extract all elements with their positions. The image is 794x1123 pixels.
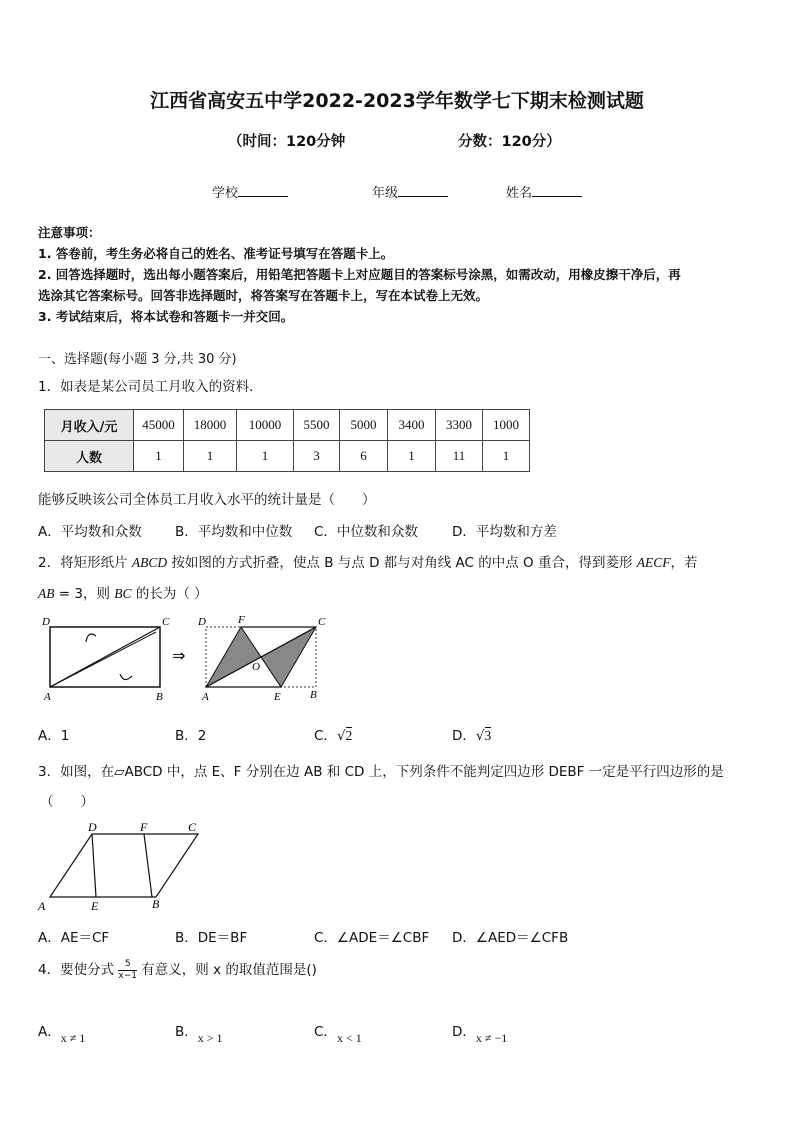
fraction-numerator: 5 — [118, 959, 137, 971]
shaded-triangle — [261, 627, 316, 687]
diagonal-line — [206, 627, 316, 687]
label-f: F — [140, 820, 148, 834]
q1-stem: 1．如表是某公司员工月收入的资料． — [38, 379, 263, 395]
label-a: A — [38, 899, 46, 913]
notes-heading: 注意事项： — [38, 225, 101, 240]
grade-blank[interactable] — [398, 184, 448, 197]
segment-de — [92, 834, 96, 897]
q3-stem: 3．如图，在▱ABCD 中，点 E、F 分别在边 AB 和 CD 上，下列条件不能判定四边形 DEBF 一定是平行四边形的是 — [38, 764, 724, 780]
q2-math: BC — [114, 586, 132, 601]
label-c: C — [162, 616, 170, 628]
notes-item: 1. 答卷前，考生务必将自己的姓名、准考证号填写在答题卡上。 — [38, 246, 394, 261]
table-cell: 3400 — [388, 410, 436, 441]
option-label: A． — [38, 1024, 61, 1040]
label-c: C — [188, 820, 197, 834]
school-blank[interactable] — [238, 184, 288, 197]
table-cell: 月收入/元 — [45, 410, 134, 441]
q2-math: AECF — [636, 555, 671, 570]
table-cell: 45000 — [134, 410, 184, 441]
segment-fb — [144, 834, 152, 897]
label-c: C — [318, 616, 326, 628]
q2-math: ABCD — [131, 555, 168, 570]
arrow-icon: ⇒ — [172, 646, 186, 665]
label-f: F — [238, 614, 245, 626]
q4-fraction — [118, 959, 137, 982]
q1-option-a[interactable]: A．平均数和众数 — [38, 524, 142, 540]
q2-text: = 3，则 — [54, 586, 115, 602]
table-cell: 1 — [134, 441, 184, 472]
table-row — [45, 410, 530, 441]
q2-option-b[interactable]: B．2 — [175, 728, 207, 744]
q2-option-c[interactable] — [314, 724, 352, 744]
option-value: x ≠ 1 — [60, 1031, 86, 1045]
school-field[interactable] — [212, 182, 288, 201]
q1-option-b[interactable]: B．平均数和中位数 — [175, 524, 293, 540]
parallelogram — [50, 834, 198, 897]
q2-figure — [38, 612, 328, 704]
q2-stem-line2 — [38, 582, 208, 602]
q3-option-d[interactable]: D．∠AED＝∠CFB — [452, 930, 569, 946]
grade-label: 年级 — [372, 186, 399, 201]
q3-option-c[interactable]: C．∠ADE＝∠CBF — [314, 930, 430, 946]
school-label: 学校 — [212, 186, 239, 201]
option-label: D． — [452, 1024, 476, 1040]
shaded-triangle — [206, 627, 261, 687]
notes-block — [38, 222, 681, 327]
income-table — [44, 409, 530, 472]
fold-line — [50, 632, 156, 687]
section-heading: 一、选择题(每小题 3 分,共 30 分) — [38, 352, 237, 367]
q3-option-b[interactable]: B．DE＝BF — [175, 930, 248, 946]
notes-item: 3. 考试结束后，将本试卷和答题卡一并交回。 — [38, 309, 294, 324]
q2-stem — [38, 551, 698, 571]
label-d: D — [198, 616, 206, 628]
table-cell: 人数 — [45, 441, 134, 472]
sqrt-symbol: √ — [336, 728, 346, 744]
table-cell: 1 — [237, 441, 294, 472]
q4-option-c[interactable] — [314, 1020, 362, 1045]
q2-text: 按如图的方式折叠，使点 B 与点 D 都与对角线 AC 的中点 O 重合，得到菱形 — [167, 555, 637, 571]
q4-option-b[interactable] — [175, 1020, 223, 1045]
label-a: A — [202, 691, 209, 703]
table-cell: 1 — [388, 441, 436, 472]
q3-figure — [34, 818, 214, 914]
label-e: E — [91, 899, 99, 913]
name-label: 姓名 — [506, 186, 533, 201]
option-value: x ≠ −1 — [475, 1031, 508, 1045]
option-label: D． — [452, 728, 476, 744]
table-row — [45, 441, 530, 472]
q3-paren: （ ） — [40, 794, 94, 810]
table-cell: 3 — [294, 441, 340, 472]
label-d: D — [88, 820, 97, 834]
table-cell: 11 — [436, 441, 483, 472]
option-value: x < 1 — [336, 1031, 362, 1045]
label-b: B — [310, 689, 317, 701]
label-b: B — [152, 897, 160, 911]
label-o: O — [252, 661, 260, 673]
sqrt-symbol: √ — [475, 728, 485, 744]
table-cell: 1 — [184, 441, 237, 472]
q1-option-c[interactable]: C．中位数和众数 — [314, 524, 418, 540]
q2-option-a[interactable]: A．1 — [38, 728, 70, 744]
label-d: D — [42, 616, 50, 628]
fold-arrow — [120, 674, 132, 680]
name-blank[interactable] — [532, 184, 582, 197]
fold-arrow — [86, 634, 96, 642]
table-cell: 6 — [340, 441, 388, 472]
q2-option-d[interactable] — [452, 724, 491, 744]
q2-math: AB — [38, 586, 55, 601]
q4-option-d[interactable] — [452, 1020, 508, 1045]
q1-question: 能够反映该公司全体员工月收入水平的统计量是（ ） — [38, 492, 376, 508]
label-e: E — [274, 691, 281, 703]
sqrt-value: 2 — [345, 728, 353, 743]
q4-text: 有意义，则 x 的取值范围是() — [136, 962, 317, 978]
label-a: A — [44, 691, 51, 703]
q2-text: 2．将矩形纸片 — [38, 555, 132, 571]
table-cell: 5500 — [294, 410, 340, 441]
q2-text: ，若 — [670, 555, 698, 571]
q4-stem — [38, 958, 317, 982]
notes-item: 2. 回答选择题时，选出每小题答案后，用铅笔把答题卡上对应题目的答案标号涂黑，如需改动，用橡皮擦干净后，再 — [38, 267, 681, 282]
name-field[interactable] — [506, 182, 582, 201]
option-value: x > 1 — [197, 1031, 223, 1045]
q1-option-d[interactable]: D．平均数和方差 — [452, 524, 557, 540]
grade-field[interactable] — [372, 182, 448, 201]
table-cell: 18000 — [184, 410, 237, 441]
q4-text: 4．要使分式 — [38, 962, 119, 978]
q3-option-a[interactable]: A．AE＝CF — [38, 930, 110, 946]
table-cell: 1 — [483, 441, 530, 472]
option-label: C． — [314, 1024, 337, 1040]
notes-item: 选涂其它答案标号。回答非选择题时，将答案写在答题卡上，写在本试卷上无效。 — [38, 288, 489, 303]
exam-score: 分数：120分） — [458, 134, 561, 150]
table-cell: 5000 — [340, 410, 388, 441]
label-b: B — [156, 691, 163, 703]
table-cell: 1000 — [483, 410, 530, 441]
exam-time: （时间：120分钟 — [228, 134, 346, 150]
table-cell: 10000 — [237, 410, 294, 441]
table-cell: 3300 — [436, 410, 483, 441]
option-label: B． — [175, 1024, 198, 1040]
q4-option-a[interactable] — [38, 1020, 86, 1045]
sqrt-value: 3 — [484, 728, 492, 743]
exam-title: 江西省高安五中学2022-2023学年数学七下期末检测试题 — [150, 90, 644, 112]
q2-text: 的长为（ ） — [131, 586, 208, 602]
option-label: C． — [314, 728, 337, 744]
fraction-denominator: x−1 — [118, 970, 137, 981]
